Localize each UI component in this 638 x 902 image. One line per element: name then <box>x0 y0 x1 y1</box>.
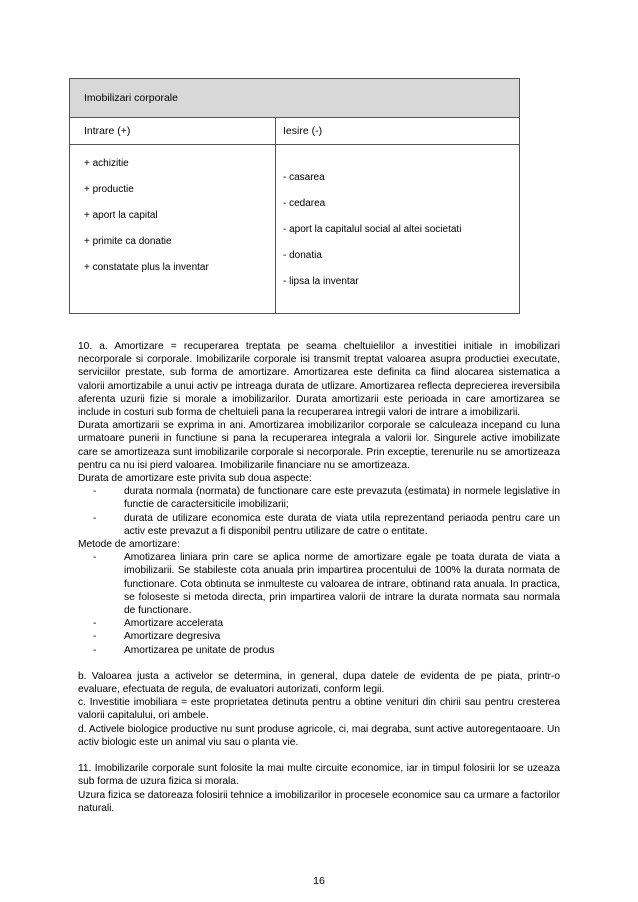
list-item: - donatia <box>283 250 322 261</box>
paragraph-10d: d. Activele biologice productive nu sunt produse agricole, ci, mai degraba, sunt active autoregentaoare. Un activ biologic este un animal viu sau o planta vie. <box>78 723 560 748</box>
bullet-dash: - <box>93 618 97 630</box>
column-divider <box>275 118 276 313</box>
bullet-dash: - <box>93 631 97 643</box>
list-item: + productie <box>84 184 134 195</box>
list-item: + primite ca donatie <box>84 236 172 247</box>
paragraph-10c: c. Investitie imobiliara = este proprietatea detinuta pentru a obtine venituri din chirii sau pentru cresterea valorii capitalului, ori ambele. <box>78 697 560 722</box>
bullet-dash: - <box>93 512 97 524</box>
list-item: - aport la capitalul social al altei societati <box>283 224 462 235</box>
movements-table <box>69 78 520 314</box>
list-item <box>78 617 560 630</box>
bullet-text: Amortizarea pe unitate de produs <box>124 644 275 656</box>
paragraph-uzura: Uzura fizica se datoreaza folosirii tehnice a imobilizarilor in procesele economice sau ca urmare a factorilor naturali. <box>78 789 560 814</box>
paragraph-durata: Durata amortizarii se exprima in ani. Amortizarea imobilizarilor corporale se calculeaza incepand cu luna urmatoare punerii in functiune si pana la recuperarea integrala a valorii lor. Singurele active imobilizate care se amortizeaza sunt imobilizarile corporale si necorporale. Prin exceptie, terenurile nu se amortizeaza pentru ca nu isi pierd valoarea. Imobilizarile financiare nu se amortizeaza. <box>78 420 560 471</box>
list-item <box>78 630 560 643</box>
methods-intro: Metode de amortizare: <box>78 539 180 551</box>
list-item <box>78 551 560 617</box>
list-item: - cedarea <box>283 198 326 209</box>
bullet-text: Amortizare degresiva <box>124 631 221 643</box>
bullet-dash: - <box>93 486 97 498</box>
list-item: + aport la capital <box>84 210 158 221</box>
aspects-intro: Durata de amortizare este privita sub doua aspecte: <box>78 473 312 485</box>
list-item: + achizitie <box>84 158 129 169</box>
bullet-dash: - <box>93 644 97 656</box>
col-right-header: Iesire (-) <box>283 125 323 137</box>
list-item: - casarea <box>283 172 325 183</box>
paragraph-11: 11. Imobilizarile corporale sunt folosite la mai multe circuite economice, iar in timpul folosirii lor se uzeaza sub forma de uzura fizica si morala. <box>78 763 560 788</box>
bullet-text: durata de utilizare economica este durata de viata utila reprezentand periaoda pentru care un activ este prevazut a fi disponibil pentru utilizare de catre o entitate. <box>124 512 560 537</box>
paragraph-10a: 10. a. Amortizare = recuperarea treptata pe seama cheltuielilor a investitiei initiale in imobilizari necorporale si corporale. Imobilizarile corporale isi transmit treptat valoarea asupra productiei executate, serviciilor prestate, sub forma de amortizare. Amortizarea este definita ca fiind alocarea sistematica a valorii amortizabile a unui activ pe intreaga durata de utlizare. Amortizarea reflecta deprecierea ireversibila aferenta uzurii fizie si morale a imobilizarilor. Durata amortizarii este perioada in care amortizarea se include in costuri sub forma de cheltuieli pana la recuperarea intregii valori de intrare a imobilizarii. <box>78 341 560 419</box>
table-header: Imobilizari corporale <box>70 79 519 118</box>
table-column-headers <box>70 118 519 145</box>
paragraph-10b: b. Valoarea justa a activelor se determina, in general, dupa datele de evidenta de pe piata, printr-o evaluare, efectuata de regula, de evaluatori autorizati, conform legii. <box>78 670 560 696</box>
bullet-text: durata normala (normata) de functionare care este prevazuta (estimata) in normele legislative in functie de caractersiticile imobilizarii; <box>124 486 560 511</box>
list-item <box>78 644 560 657</box>
list-item: - lipsa la inventar <box>283 276 359 287</box>
list-item: + constatate plus la inventar <box>84 262 209 273</box>
bullet-text: Amortizare accelerata <box>124 618 224 630</box>
bullet-dash: - <box>93 552 97 564</box>
col-left-header: Intrare (+) <box>84 125 131 137</box>
bullet-text: Amotizarea liniara prin care se aplica norme de amortizare egale pe toata durata de viata a imobilizarii. Se stabileste cota anuala prin impartirea procentului de 100% la durata normata de functionare. Cota obtinuta se inmulteste cu valoarea de intrare, obtinand rata anuala. In practica, se foloseste si metoda directa, prin impartirea valorii de intrare la durata normata sau normala de functionare. <box>124 552 560 617</box>
list-item <box>78 512 560 538</box>
document-body <box>78 340 560 815</box>
page-number: 16 <box>313 875 325 887</box>
list-item <box>78 485 560 511</box>
